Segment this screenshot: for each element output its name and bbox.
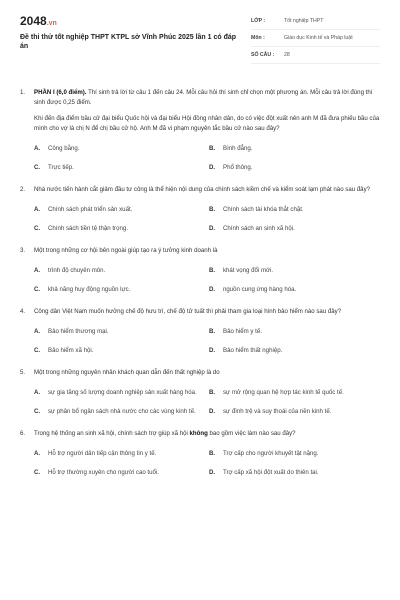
answer-option-a[interactable] [34, 205, 207, 215]
option-letter: C. [34, 469, 41, 476]
answer-option-c[interactable] [34, 468, 207, 478]
option-text: Bảo hiểm xã hội. [48, 347, 94, 354]
option-letter: B. [209, 450, 216, 457]
answer-option-c[interactable] [34, 224, 207, 234]
option-text: Trợ cấp xã hội đột xuất do thiên tai. [223, 469, 319, 476]
option-letter: C. [34, 286, 41, 293]
option-letter: C. [34, 408, 41, 415]
answer-option-a[interactable] [34, 144, 207, 154]
question-4 [20, 307, 380, 356]
option-letter: B. [209, 267, 216, 274]
question-number: 3. [20, 247, 26, 254]
meta-key: LỚP : [251, 18, 266, 24]
answer-option-b[interactable] [209, 388, 382, 398]
option-text: nguồn cung ứng hàng hóa. [223, 286, 297, 293]
answer-options [34, 449, 382, 478]
option-text: Trợ cấp cho người khuyết tật nặng. [223, 450, 319, 457]
option-letter: A. [34, 267, 41, 274]
meta-key: Môn : [251, 35, 265, 41]
question-text: Một trong những cơ hội bên ngoài giúp tạo ra ý tưởng kinh doanh là [34, 247, 218, 254]
option-text: khả năng huy động nguồn lực. [48, 286, 131, 293]
answer-option-a[interactable] [34, 266, 207, 276]
option-letter: A. [34, 206, 41, 213]
document-title: Đề thi thử tốt nghiệp THPT KTPL sở Vĩnh Phúc 2025 lần 1 có đáp án [20, 34, 237, 50]
option-text: Phổ thông. [223, 164, 253, 171]
answer-option-b[interactable] [209, 144, 382, 154]
option-text: Bảo hiểm y tế. [223, 328, 262, 335]
option-text: sự phân bổ ngân sách nhà nước cho các vùng kinh tế. [48, 408, 196, 415]
option-text: Chính sách tài khóa thắt chặt. [223, 206, 304, 213]
option-text: Chính sách phát triển sản xuất. [48, 206, 133, 213]
question-number: 5. [20, 369, 26, 376]
option-text: Bảo hiểm thất nghiệp. [223, 347, 283, 354]
question-2 [20, 185, 380, 234]
option-text: trình độ chuyên môn. [48, 267, 106, 274]
option-text: sự gia tăng số lượng doanh nghiệp sản xuất hàng hóa. [48, 389, 197, 396]
section-instructions: Thí sinh trả lời từ câu 1 đến câu 24. Mỗi câu hỏi thí sinh chỉ chọn một phương án. Mỗi câu trả lời đúng thí sinh được 0,25 điểm. [34, 89, 373, 106]
option-text: Hỗ trợ người dân tiếp cận thông tin y tế. [48, 450, 157, 457]
option-text: Bảo hiểm thương mại. [48, 328, 109, 335]
exam-meta-table [251, 13, 380, 64]
question-number: 2. [20, 186, 26, 193]
option-text: sự đình trệ và suy thoái của nền kinh tế. [223, 408, 332, 415]
question-3 [20, 246, 380, 295]
option-letter: A. [34, 145, 41, 152]
answer-option-d[interactable] [209, 407, 382, 417]
option-letter: A. [34, 389, 41, 396]
answer-option-d[interactable] [209, 468, 382, 478]
meta-value: Tốt nghiệp THPT [284, 18, 324, 24]
meta-key: SỐ CÂU : [251, 52, 275, 58]
answer-options [34, 266, 382, 295]
option-text: khát vọng đổi mới. [223, 267, 274, 274]
option-letter: C. [34, 347, 41, 354]
option-text: sự mở rộng quan hệ hợp tác kinh tế quốc tế. [223, 389, 344, 396]
option-text: Chính sách tiền tệ thận trọng. [48, 225, 128, 232]
section-intro [34, 88, 382, 108]
section-heading: PHẦN I (6,0 điểm). [34, 89, 87, 96]
option-letter: B. [209, 206, 216, 213]
option-letter: D. [209, 408, 216, 415]
meta-row-subject [251, 30, 380, 47]
question-text-end: bao gồm việc làm nào sau đây? [207, 430, 296, 437]
answer-option-d[interactable] [209, 346, 382, 356]
answer-options [34, 327, 382, 356]
answer-option-d[interactable] [209, 285, 382, 295]
answer-option-b[interactable] [209, 266, 382, 276]
logo-suffix: .vn [46, 20, 57, 27]
option-letter: D. [209, 286, 216, 293]
answer-option-d[interactable] [209, 163, 382, 173]
question-text: Khi đến địa điểm bầu cử đại biểu Quốc hội và đại biểu Hội đồng nhân dân, do có việc đột xuất nên anh M đã đưa phiếu bầu của mình cho vợ là chị N để chị bầu cử hộ. Anh M đã vi phạm nguyên tắc bầu cử nào sau đây? [34, 115, 380, 132]
answer-option-b[interactable] [209, 327, 382, 337]
meta-value: 28 [284, 52, 290, 58]
option-letter: B. [209, 328, 216, 335]
option-letter: D. [209, 347, 216, 354]
meta-row-class [251, 13, 380, 30]
option-letter: D. [209, 164, 216, 171]
answer-options [34, 205, 382, 234]
option-text: Bình đẳng. [223, 145, 253, 152]
option-letter: C. [34, 164, 41, 171]
question-text: Một trong những nguyên nhân khách quan dẫn đến thất nghiệp là do [34, 369, 220, 376]
page-header [0, 0, 400, 62]
answer-options [34, 388, 382, 417]
question-text: Công dân Việt Nam muốn hưởng chế độ hưu trí, chế độ tử tuất thì phải tham gia loại hình bảo hiểm nào sau đây? [34, 308, 342, 315]
answer-option-b[interactable] [209, 205, 382, 215]
answer-option-c[interactable] [34, 346, 207, 356]
question-6 [20, 429, 380, 478]
answer-option-d[interactable] [209, 224, 382, 234]
option-letter: D. [209, 225, 216, 232]
meta-value: Giáo dục Kinh tế và Pháp luật [284, 35, 353, 41]
logo-text: 2048 [20, 14, 47, 28]
option-text: Trực tiếp. [48, 164, 74, 171]
question-number: 6. [20, 430, 26, 437]
answer-option-a[interactable] [34, 388, 207, 398]
question-text-start: Trong hệ thống an sinh xã hội, chính sách trợ giúp xã hội [34, 430, 190, 437]
answer-option-c[interactable] [34, 407, 207, 417]
option-text: Hỗ trợ thường xuyên cho người cao tuổi. [48, 469, 159, 476]
option-letter: A. [34, 450, 41, 457]
site-logo[interactable] [20, 14, 57, 28]
question-number: 1. [20, 89, 26, 96]
question-text [34, 429, 382, 439]
answer-option-a[interactable] [34, 327, 207, 337]
option-text: Công bằng. [48, 145, 80, 152]
answer-option-c[interactable] [34, 285, 207, 295]
question-number: 4. [20, 308, 26, 315]
option-letter: C. [34, 225, 41, 232]
answer-option-b[interactable] [209, 449, 382, 459]
option-letter: B. [209, 145, 216, 152]
meta-row-question-count [251, 47, 380, 64]
answer-option-a[interactable] [34, 449, 207, 459]
question-5 [20, 368, 380, 417]
option-letter: B. [209, 389, 216, 396]
question-text: Nhà nước tiến hành cắt giảm đầu tư công là thể hiện nội dung của chính sách kiềm chế và kiểm soát lạm phát nào sau đây? [34, 186, 371, 193]
question-text-emphasis: không [189, 430, 208, 437]
question-1 [20, 88, 380, 173]
question-list [20, 88, 380, 490]
option-letter: A. [34, 328, 41, 335]
answer-options [34, 144, 382, 173]
answer-option-c[interactable] [34, 163, 207, 173]
option-letter: D. [209, 469, 216, 476]
option-text: Chính sách an sinh xã hội. [223, 225, 295, 232]
